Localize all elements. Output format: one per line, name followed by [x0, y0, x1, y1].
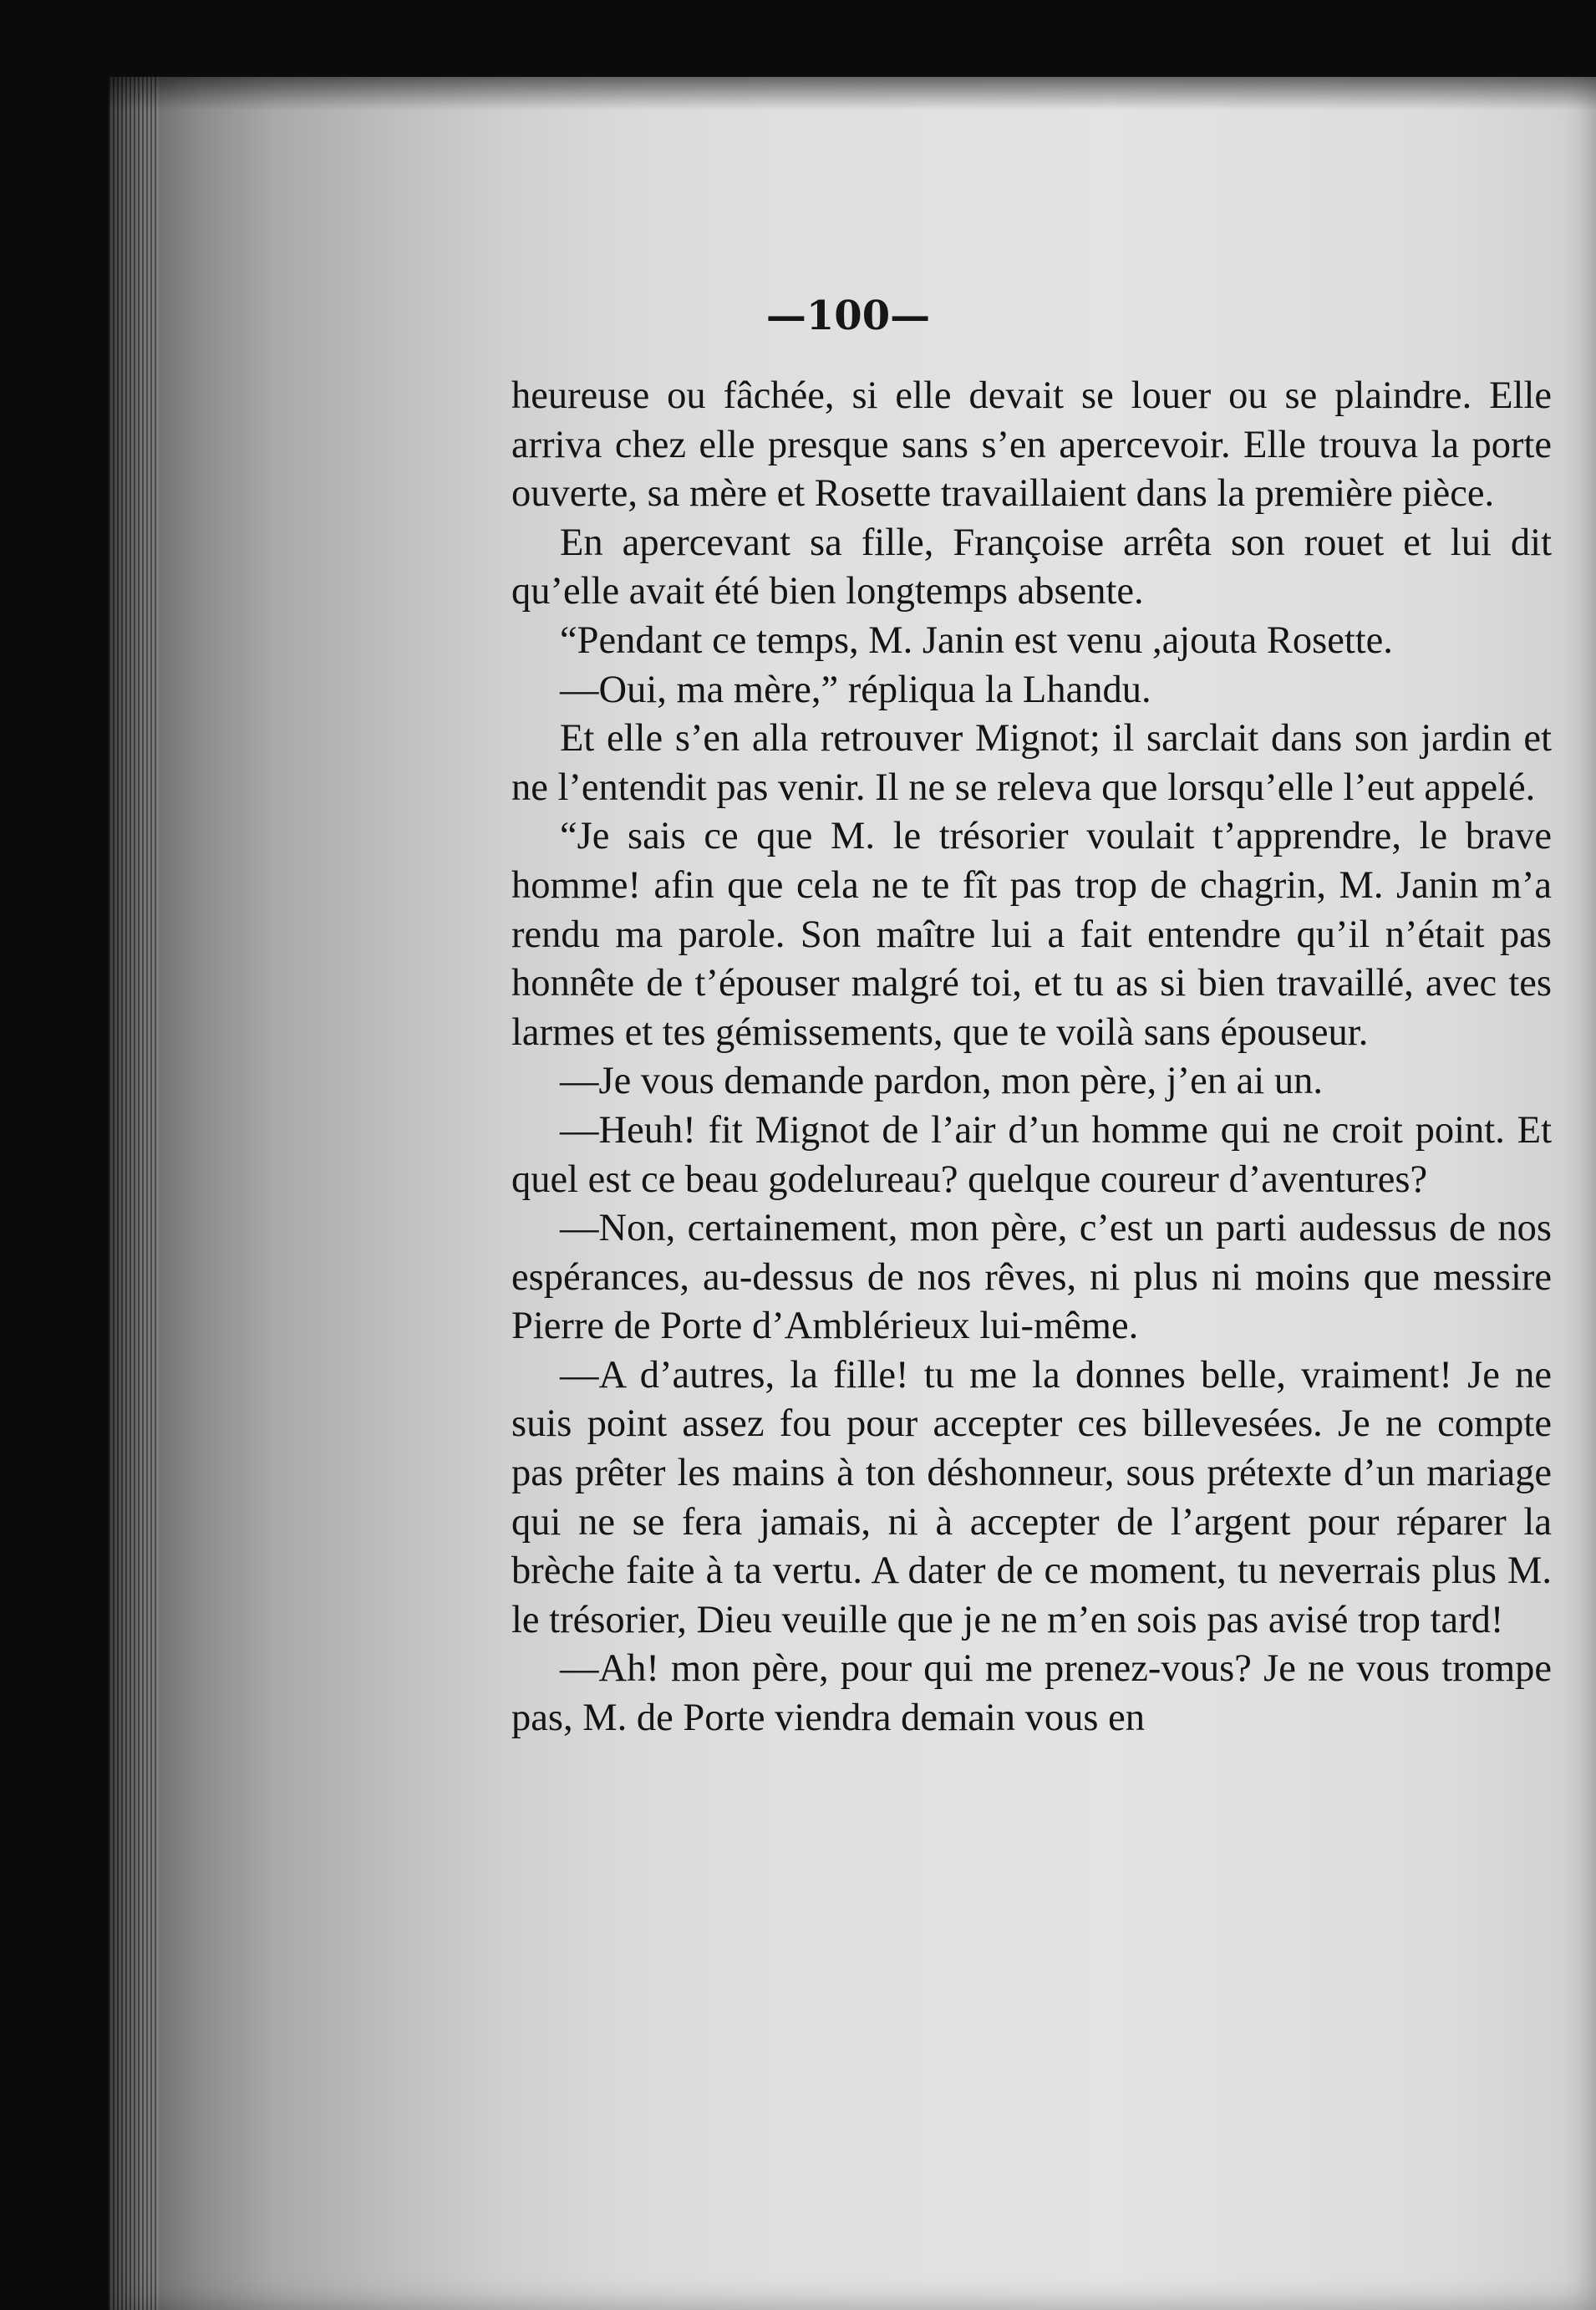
page-top-shadow [109, 77, 1596, 110]
paragraph: heureuse ou fâchée, si elle devait se louer ou se plaindre. Elle arriva chez elle presque sans s’en apercevoir. Elle trouva la porte ouverte, sa mère et Rosette travaillaient dans la première pièce. [511, 374, 1552, 516]
paragraph: Et elle s’en alla retrouver Mignot; il sarclait dans son jardin et ne l’entendit pas venir. Il ne se releva que lorsqu’elle l’eut appelé. [511, 717, 1552, 809]
paragraph: “Pendant ce temps, M. Janin est venu ,ajouta Rosette. [560, 618, 1393, 662]
paragraph: En apercevant sa fille, Françoise arrêta son rouet et lui dit qu’elle avait été bien longtemps absente. [511, 521, 1552, 613]
body-text [511, 372, 1552, 1743]
paragraph: —Heuh! fit Mignot de l’air d’un homme qui ne croit point. Et quel est ce beau godelureau? quelque coureur d’aventures? [511, 1108, 1552, 1201]
paragraph: —A d’autres, la fille! tu me la donnes belle, vraiment! Je ne suis point assez fou pour accepter ces billevesées. Je ne compte pas prêter les mains à ton déshonneur, sous prétexte d’un mariage qui ne se fera jamais, ni à accepter de l’argent pour réparer la brèche faite à ta vertu. A dater de ce moment, tu neverrais plus M. le trésorier, Dieu veuille que je ne m’en sois pas avisé trop tard! [511, 1353, 1552, 1641]
page-number: —100— [765, 293, 931, 339]
paragraph: —Je vous demande pardon, mon père, j’en ai un. [560, 1060, 1323, 1103]
paragraph: —Oui, ma mère,” répliqua la Lhandu. [560, 668, 1151, 711]
paragraph: —Non, certainement, mon père, c’est un parti audessus de nos espérances, au-dessus de nos rêves, ni plus ni moins que messire Pierre de Porte d’Amblérieux lui-même. [511, 1207, 1552, 1348]
paragraph: “Je sais ce que M. le trésorier voulait t’apprendre, le brave homme! afin que cela ne te fît pas trop de chagrin, M. Janin m’a rendu ma parole. Son maître lui a fait entendre qu’il n’était pas honnête de t’épouser malgré toi, et tu as si bien travaillé, avec tes larmes et tes gémissements, que te voilà sans épouseur. [511, 815, 1552, 1054]
paragraph: —Ah! mon père, pour qui me prenez-vous? Je ne vous trompe pas, M. de Porte viendra demain vous en [511, 1647, 1552, 1740]
page-edge-shading [109, 77, 159, 2310]
